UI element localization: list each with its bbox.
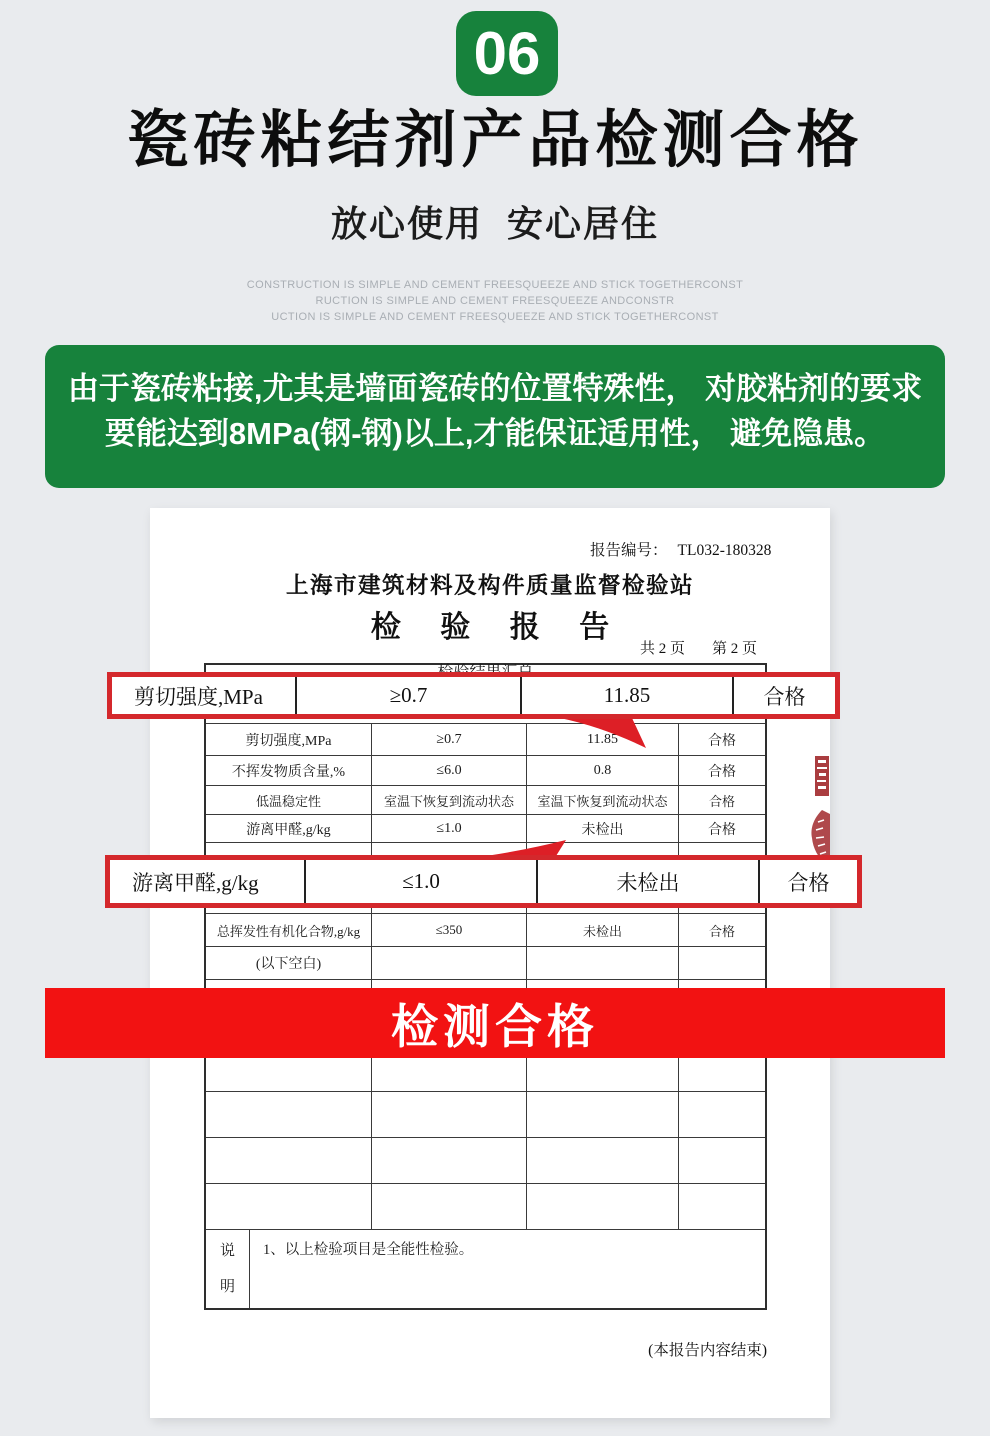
section-number: 06 — [473, 20, 541, 87]
red-stamp-fragment-icon — [812, 755, 830, 797]
highlight-callout-shear-strength — [107, 672, 840, 719]
report-end-text: (本报告内容结束) — [648, 1342, 767, 1359]
report-doc-title: 检 验 报 告 — [370, 611, 626, 644]
report-number-value: TL032-180328 — [677, 542, 772, 559]
callout-result: 未检出 — [538, 860, 760, 903]
english-line: UCTION IS SIMPLE AND CEMENT FREESQUEEZE AND STICK TOGETHERCONST — [271, 311, 719, 323]
section-number-badge — [456, 11, 558, 96]
test-report-paper — [150, 508, 830, 1418]
decorative-english-text — [0, 277, 990, 325]
pass-banner-text: 检测合格 — [391, 999, 599, 1053]
report-number-label: 报告编号： — [590, 542, 668, 559]
callout-verdict: 合格 — [787, 870, 830, 895]
table-row: 游离甲醛,g/kg ≤1.0 未检出 合格 — [206, 815, 765, 843]
pass-banner — [45, 988, 945, 1058]
notice-box — [45, 345, 945, 488]
notes-row — [206, 1230, 765, 1308]
callout-item: 剪切强度,MPa — [112, 677, 297, 714]
table-row: (以下空白) — [206, 947, 765, 980]
page-subtitle: 放心使用 安心居住 — [330, 203, 659, 244]
notes-text: 1、以上检验项目是全能性检验。 — [263, 1242, 474, 1258]
page-title: 瓷砖粘结剂产品检测合格 — [126, 106, 864, 175]
highlight-callout-free-formaldehyde — [105, 855, 862, 908]
table-row-empty — [206, 1138, 765, 1184]
page-count — [640, 637, 757, 658]
table-row: 总挥发性有机化合物,g/kg ≤350 未检出 合格 — [206, 914, 765, 947]
notice-line: 要能达到8MPa(钢-钢)以上,才能保证适用性， 避免隐患。 — [104, 416, 886, 451]
callout-verdict: 合格 — [763, 684, 806, 709]
page-current: 第 2 页 — [712, 641, 758, 657]
report-number — [590, 538, 771, 560]
notice-line: 由于瓷砖粘接,尤其是墙面瓷砖的位置特殊性， 对胶粘剂的要求 — [67, 371, 923, 406]
callout-standard: ≥0.7 — [297, 677, 522, 714]
inspection-org-title: 上海市建筑材料及构件质量监督检验站 — [285, 573, 694, 598]
callout-standard: ≤1.0 — [306, 860, 538, 903]
notes-label: 说 明 — [206, 1230, 250, 1308]
table-row: 低温稳定性 室温下恢复到流动状态 室温下恢复到流动状态 合格 — [206, 786, 765, 815]
callout-tail-icon — [558, 717, 653, 751]
results-table — [204, 663, 767, 1310]
table-row: 不挥发物质含量,% ≤6.0 0.8 合格 — [206, 756, 765, 786]
table-row-empty — [206, 1092, 765, 1138]
pages-total: 共 2 页 — [640, 641, 686, 657]
english-line: RUCTION IS SIMPLE AND CEMENT FREESQUEEZE ANDCONSTR — [315, 295, 675, 307]
table-row: 剪切强度,MPa ≥0.7 11.85 合格 — [206, 724, 765, 756]
callout-item: 游离甲醛,g/kg — [110, 860, 306, 903]
english-line: CONSTRUCTION IS SIMPLE AND CEMENT FREESQUEEZE AND STICK TOGETHERCONST — [246, 279, 744, 291]
callout-result: 11.85 — [522, 677, 734, 714]
table-row-empty — [206, 1184, 765, 1230]
